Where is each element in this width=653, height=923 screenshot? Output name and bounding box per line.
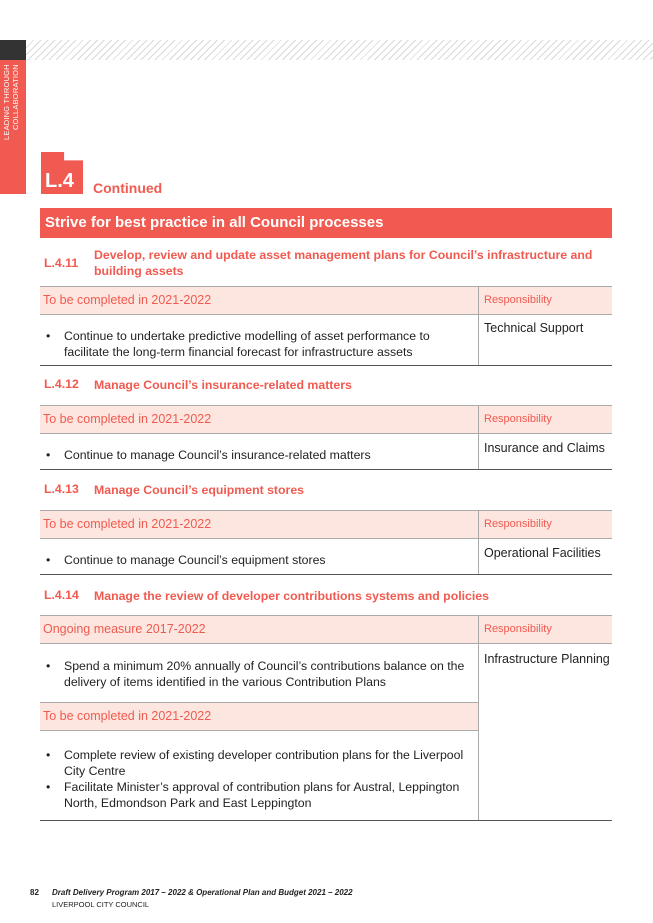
side-tab-top — [0, 40, 26, 60]
section-code: L.4.11 — [44, 256, 79, 270]
section-rule — [40, 574, 612, 575]
header-hatch-pattern — [26, 40, 653, 60]
section-title: Manage Council’s equipment stores — [94, 483, 304, 497]
section-rule — [40, 365, 612, 366]
band-l4-14-ongoing — [40, 615, 612, 644]
column-divider — [478, 539, 479, 574]
footer-title: Draft Delivery Program 2017 – 2022 & Operational Plan and Budget 2021 – 2022 — [52, 888, 353, 897]
band-l4-12 — [40, 405, 612, 434]
bullet-text: Continue to manage Council’s equipment stores — [64, 553, 326, 567]
list-item: • Continue to manage Council’s insurance-related matters — [46, 448, 371, 462]
bullet-list — [44, 447, 469, 463]
list-item: • Continue to manage Council’s equipment stores — [46, 553, 326, 567]
responsibility-label: Responsibility — [484, 518, 552, 530]
bullet-text: Facilitate Minister’s approval of contribution plans for Austral, Leppington North, Edmondson Park and East Leppington — [64, 780, 460, 810]
continued-label: Continued — [93, 180, 163, 196]
responsibility-value: Infrastructure Planning — [484, 652, 610, 666]
band-divider — [478, 616, 479, 643]
bullet-list — [44, 747, 469, 811]
responsibility-value: Insurance and Claims — [484, 441, 605, 455]
column-divider — [478, 315, 479, 365]
section-code: L.4.13 — [44, 482, 79, 496]
band-l4-11 — [40, 286, 612, 315]
list-item: • Spend a minimum 20% annually of Council’s contributions balance on the delivery of items identified in the various Contribution Plans — [46, 659, 465, 689]
band-l4-14-completed — [40, 702, 479, 731]
band-label: To be completed in 2021-2022 — [43, 293, 212, 307]
band-divider — [478, 511, 479, 538]
section-title: Manage the review of developer contributions systems and policies — [94, 589, 489, 603]
band-divider — [478, 406, 479, 433]
page-number: 82 — [30, 888, 39, 897]
band-label: To be completed in 2021-2022 — [43, 709, 212, 723]
bullet-text: Continue to manage Council’s insurance-related matters — [64, 448, 371, 462]
band-divider — [478, 287, 479, 314]
bullet-text: Spend a minimum 20% annually of Council’s contributions balance on the delivery of items identified in the various Contribution Plans — [64, 659, 465, 689]
bullet-list — [44, 328, 469, 360]
responsibility-value: Technical Support — [484, 321, 584, 335]
section-title: Manage Council’s insurance-related matters — [94, 378, 352, 392]
section-title: Develop, review and update asset management plans for Council’s infrastructure and building assets — [94, 248, 593, 278]
section-rule — [40, 469, 612, 470]
list-item: • Complete review of existing developer contribution plans for the Liverpool City Centre — [46, 748, 464, 778]
responsibility-label: Responsibility — [484, 623, 552, 635]
band-l4-13 — [40, 510, 612, 539]
section-banner: Strive for best practice in all Council processes — [40, 208, 612, 238]
bullet-list — [44, 658, 469, 690]
band-label: To be completed in 2021-2022 — [43, 412, 212, 426]
bullet-list — [44, 552, 469, 568]
section-code: L.4.12 — [44, 377, 79, 391]
responsibility-label: Responsibility — [484, 294, 552, 306]
list-item: • Continue to undertake predictive modelling of asset performance to facilitate the long-term financial forecast for infrastructure assets — [46, 329, 430, 359]
footer-org: LIVERPOOL CITY COUNCIL — [52, 900, 150, 909]
section-code: L.4.14 — [44, 588, 79, 602]
badge-label: L.4 — [45, 170, 74, 192]
bullet-text: Complete review of existing developer contribution plans for the Liverpool City Centre — [64, 748, 464, 778]
column-divider — [478, 434, 479, 469]
bullet-text: Continue to undertake predictive modelling of asset performance to facilitate the long-term financial forecast for infrastructure assets — [64, 329, 430, 359]
side-label: LEADING THROUGH COLLABORATION — [2, 64, 20, 140]
column-divider — [478, 644, 479, 820]
band-label: Ongoing measure 2017-2022 — [43, 622, 206, 636]
section-rule — [40, 820, 612, 821]
responsibility-value: Operational Facilities — [484, 546, 601, 560]
list-item: • Facilitate Minister’s approval of contribution plans for Austral, Leppington North, Edmondson Park and East Leppington — [46, 780, 460, 810]
responsibility-label: Responsibility — [484, 413, 552, 425]
band-label: To be completed in 2021-2022 — [43, 517, 212, 531]
